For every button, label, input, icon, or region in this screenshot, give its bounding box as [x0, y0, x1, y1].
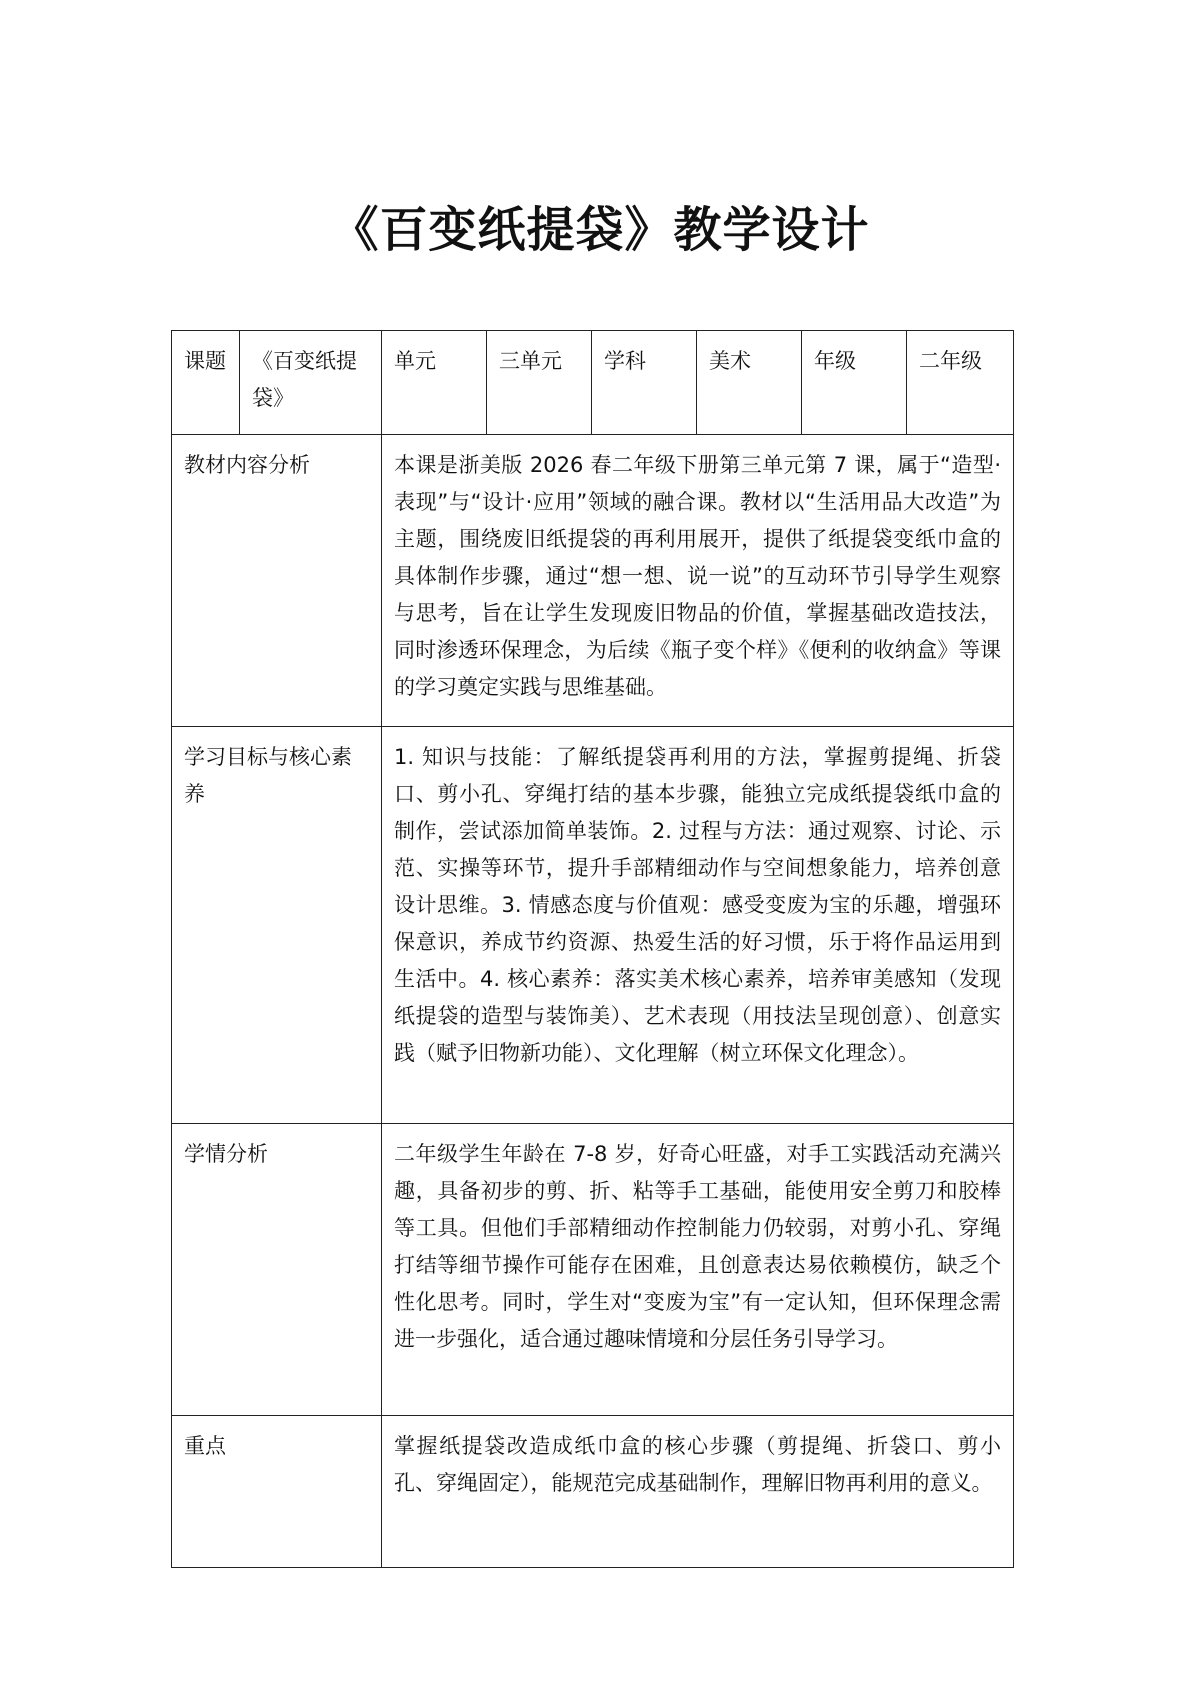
section-content: 掌握纸提袋改造成纸巾盒的核心步骤（剪提绳、折袋口、剪小孔、穿绳固定），能规范完成基础制作，理解旧物再利用的意义。 — [382, 1416, 1014, 1568]
page-title: 《百变纸提袋》教学设计 — [330, 202, 870, 258]
table-row — [172, 1416, 1014, 1568]
unit-value-cell: 三单元 — [487, 331, 592, 435]
section-content: 1. 知识与技能：了解纸提袋再利用的方法，掌握剪提绳、折袋口、剪小孔、穿绳打结的基本步骤，能独立完成纸提袋纸巾盒的制作，尝试添加简单装饰。2. 过程与方法：通过观察、讨论、示范、实操等环节，提升手部精细动作与空间想象能力，培养创意设计思维。3. 情感态度与价值观：感受变废为宝的乐趣，增强环保意识，养成节约资源、热爱生活的好习惯，乐于将作品运用到生活中。4. 核心素养：落实美术核心素养，培养审美感知（发现纸提袋的造型与装饰美）、艺术表现（用技法呈现创意）、创意实践（赋予旧物新功能）、文化理解（树立环保文化理念）。 — [382, 727, 1014, 1124]
table-row — [172, 1124, 1014, 1416]
unit-label-cell: 单元 — [382, 331, 487, 435]
table-row — [172, 727, 1014, 1124]
section-label: 学习目标与核心素养 — [172, 727, 382, 1124]
table-row — [172, 435, 1014, 727]
topic-value-cell: 《百变纸提袋》 — [240, 331, 382, 435]
table-header-row — [172, 331, 1014, 435]
topic-label-cell: 课题 — [172, 331, 240, 435]
section-content: 二年级学生年龄在 7-8 岁，好奇心旺盛，对手工实践活动充满兴趣，具备初步的剪、折、粘等手工基础，能使用安全剪刀和胶棒等工具。但他们手部精细动作控制能力仍较弱，对剪小孔、穿绳打结等细节操作可能存在困难，且创意表达易依赖模仿，缺乏个性化思考。同时，学生对“变废为宝”有一定认知，但环保理念需进一步强化，适合通过趣味情境和分层任务引导学习。 — [382, 1124, 1014, 1416]
section-content: 本课是浙美版 2026 春二年级下册第三单元第 7 课，属于“造型·表现”与“设计·应用”领域的融合课。教材以“生活用品大改造”为主题，围绕废旧纸提袋的再利用展开，提供了纸提袋变纸巾盒的具体制作步骤，通过“想一想、说一说”的互动环节引导学生观察与思考，旨在让学生发现废旧物品的价值，掌握基础改造技法，同时渗透环保理念，为后续《瓶子变个样》《便利的收纳盒》等课的学习奠定实践与思维基础。 — [382, 435, 1014, 727]
section-label: 重点 — [172, 1416, 382, 1568]
subject-label-cell: 学科 — [592, 331, 697, 435]
section-label: 学情分析 — [172, 1124, 382, 1416]
subject-value-cell: 美术 — [697, 331, 802, 435]
lesson-plan-table — [171, 330, 1014, 1568]
grade-label-cell: 年级 — [802, 331, 907, 435]
section-label: 教材内容分析 — [172, 435, 382, 727]
grade-value-cell: 二年级 — [907, 331, 1014, 435]
